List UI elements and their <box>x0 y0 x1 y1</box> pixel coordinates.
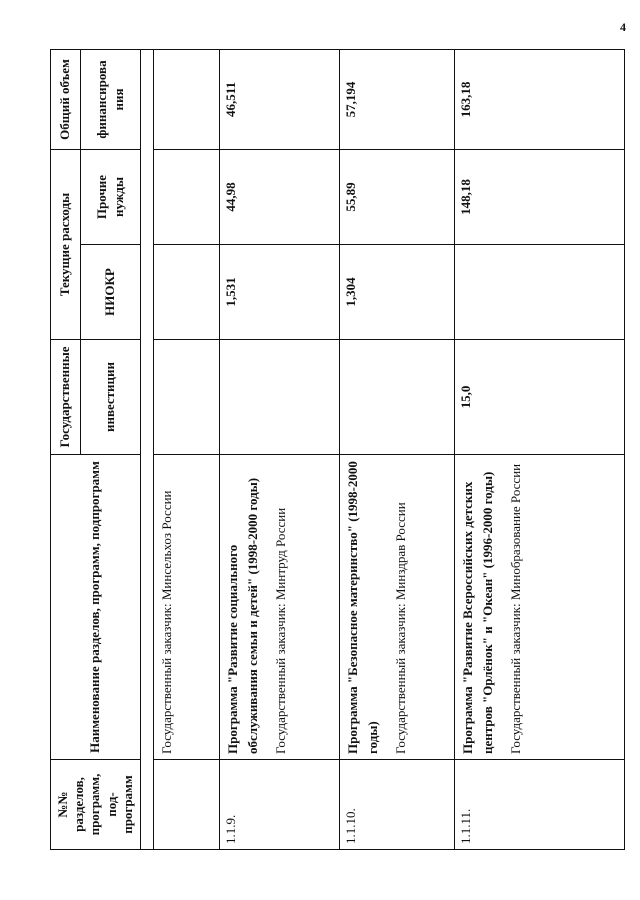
header-name: Наименование разделов, программ, подпрограмм <box>51 455 141 760</box>
program-funding-table <box>50 49 625 850</box>
table-row <box>154 50 220 850</box>
row-total: 163,18 <box>455 50 625 150</box>
header-total-group: Общий объем <box>51 50 81 150</box>
row-other: 55,89 <box>340 150 455 245</box>
row-name <box>340 455 455 760</box>
rotated-table-container <box>50 50 620 850</box>
row-customer: Государственный заказчик: Минздрав России <box>393 502 409 754</box>
row-customer: Государственный заказчик: Минтруд России <box>273 507 289 754</box>
row-total <box>154 50 220 150</box>
header-separator <box>141 50 154 850</box>
row-niokr: 1,304 <box>340 245 455 340</box>
row-number <box>154 760 220 850</box>
row-niokr: 1,531 <box>220 245 340 340</box>
row-niokr <box>154 245 220 340</box>
row-program-title: Программа "Развитие социального обслуживания семьи и детей" (1998-2000 годы) <box>225 477 261 754</box>
header-niokr: НИОКР <box>81 245 141 340</box>
row-investments <box>154 340 220 455</box>
row-name <box>220 455 340 760</box>
row-other: 148,18 <box>455 150 625 245</box>
header-investments-group: Государственные <box>51 340 81 455</box>
header-total: финансирова ния <box>81 50 141 150</box>
row-name <box>455 455 625 760</box>
header-other-needs: Прочие нужды <box>81 150 141 245</box>
row-other: 44,98 <box>220 150 340 245</box>
row-program-title: Программа "Развитие Всероссийских детских центров "Орлёнок" и "Океан" (1996-2000 годы) <box>460 471 496 754</box>
row-number: 1.1.9. <box>220 760 340 850</box>
row-investments <box>340 340 455 455</box>
header-number: №№ разделов, программ, под- программ <box>51 760 141 850</box>
row-investments <box>220 340 340 455</box>
row-niokr <box>455 245 625 340</box>
table-row <box>340 50 455 850</box>
row-total: 57,194 <box>340 50 455 150</box>
page-number: 4 <box>620 20 626 34</box>
table-row <box>455 50 625 850</box>
row-number: 1.1.11. <box>455 760 625 850</box>
row-other <box>154 150 220 245</box>
row-customer: Государственный заказчик: Минобразование России <box>508 463 524 754</box>
row-investments: 15,0 <box>455 340 625 455</box>
header-investments: инвестиции <box>81 340 141 455</box>
row-total: 46,511 <box>220 50 340 150</box>
row-name <box>154 455 220 760</box>
row-number: 1.1.10. <box>340 760 455 850</box>
row-customer: Государственный заказчик: Минсельхоз России <box>159 490 174 754</box>
table-row <box>220 50 340 850</box>
row-program-title: Программа "Безопасное материнство" (1998-2000 годы) <box>345 461 381 754</box>
header-current-expenses: Текущие расходы <box>51 150 81 340</box>
